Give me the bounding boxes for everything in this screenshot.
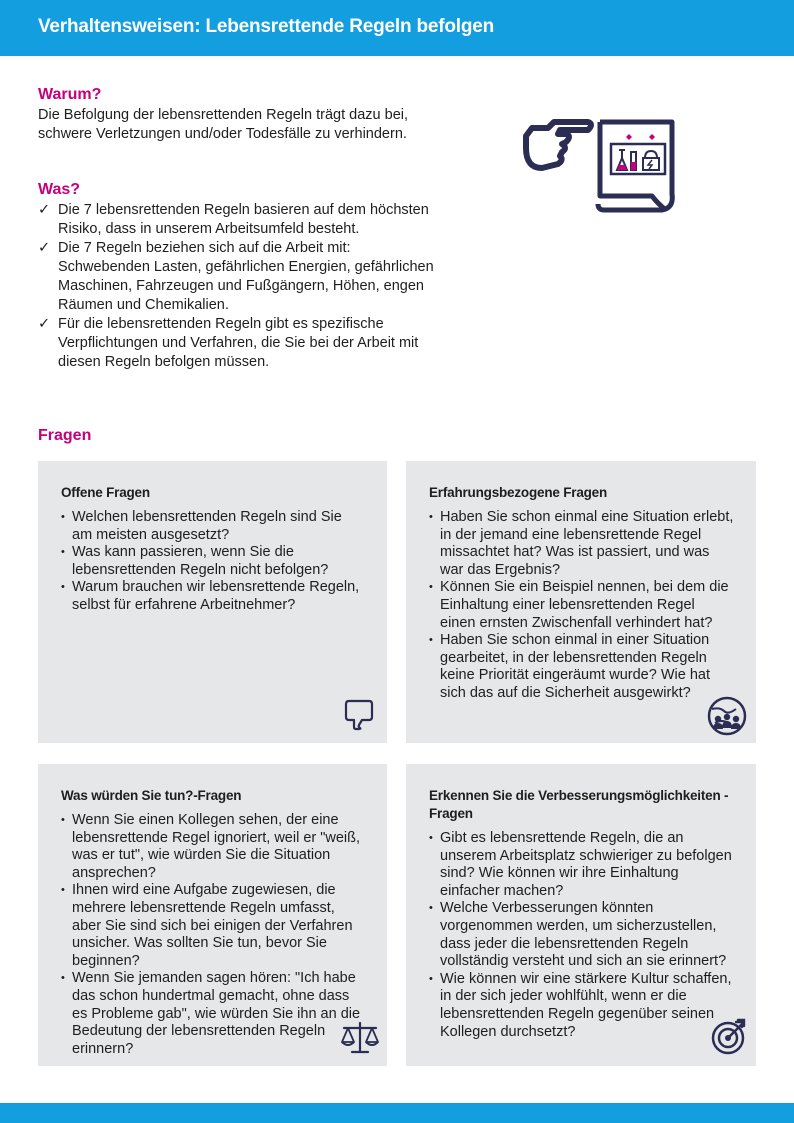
- question-list: [61, 509, 365, 615]
- scales-icon: [340, 1020, 380, 1056]
- question-box-experience: [406, 461, 756, 743]
- box-title: Offene Fragen: [61, 485, 150, 500]
- target-icon: [708, 1016, 748, 1056]
- list-item: • Können Sie ein Beispiel nennen, bei dem die Einhaltung einer lebensrettenden Regel einen ernsten Zwischenfall verhindert hat?: [429, 579, 734, 632]
- box-title: Was würden Sie tun?-Fragen: [61, 788, 242, 803]
- list-item-text: Die 7 lebensrettenden Regeln basieren auf dem höchsten Risiko, dass in unserem Arbeitsumfeld besteht.: [58, 202, 429, 237]
- rule-sheet-icon: [598, 122, 672, 210]
- list-item: • Wenn Sie jemanden sagen hören: "Ich habe das schon hundertmal gemacht, ohne dass es Probleme gab", wie würden Sie ihn an die Bedeutung der lebensrettenden Regeln erinnern?: [61, 970, 365, 1058]
- list-item: [38, 201, 438, 239]
- what-list: [38, 201, 438, 372]
- list-item-text: Die 7 Regeln beziehen sich auf die Arbeit mit: Schwebenden Lasten, gefährlichen Energien, gefährlichen Maschinen, Fahrzeugen und Fußgängern, Höhen, engen Räumen und Chemikalien.: [58, 240, 434, 313]
- list-item: • Haben Sie schon einmal eine Situation erlebt, in der jemand eine lebensrettende Regel missachtet hat? Was ist passiert, und was war das Ergebnis?: [429, 509, 734, 579]
- check-icon: ✓: [38, 202, 51, 218]
- box-title: Erfahrungsbezogene Fragen: [429, 485, 608, 500]
- why-heading: Warum?: [38, 86, 102, 103]
- question-list: [429, 830, 734, 1041]
- list-item: • Haben Sie schon einmal in einer Situation gearbeitet, in der lebensrettenden Regeln keine Priorität eingeräumt wurde? Wie hat sich das auf die Sicherheit ausgewirkt?: [429, 632, 734, 702]
- box-title: Erkennen Sie die Verbesserungsmöglichkeiten - Fragen: [429, 788, 729, 821]
- question-box-what-would-you-do: [38, 764, 387, 1066]
- pointing-hand-icon: [526, 122, 591, 168]
- question-box-improvement: [406, 764, 756, 1066]
- question-box-open: [38, 461, 387, 743]
- list-item: • Ihnen wird eine Aufgabe zugewiesen, die mehrere lebensrettende Regeln umfasst, aber Sie sind sich bei einigen der Verfahren unsicher. Was sollten Sie tun, bevor Sie beginnen?: [61, 882, 365, 970]
- list-item: [38, 315, 438, 372]
- list-item: • Gibt es lebensrettende Regeln, die an unserem Arbeitsplatz schwieriger zu befolgen sind? Wie können wir ihre Einhaltung einfacher machen?: [429, 830, 734, 900]
- list-item: • Welche Verbesserungen könnten vorgenommen werden, um sicherzustellen, dass jeder die lebensrettenden Regeln vollständig versteht und sich an sie erinnert?: [429, 900, 734, 970]
- list-item-text: Für die lebensrettenden Regeln gibt es spezifische Verpflichtungen und Verfahren, die Sie bei der Arbeit mit diesen Regeln befolgen müssen.: [58, 316, 419, 370]
- check-icon: ✓: [38, 240, 51, 256]
- why-text: Die Befolgung der lebensrettenden Regeln trägt dazu bei, schwere Verletzungen und/oder Todesfälle zu verhindern.: [38, 107, 409, 142]
- page-footer: [0, 1103, 794, 1123]
- page-header: [0, 0, 794, 56]
- speech-bubble-icon: [342, 698, 376, 732]
- list-item: • Was kann passieren, wenn Sie die lebensrettenden Regeln nicht befolgen?: [61, 544, 365, 579]
- list-item: • Welchen lebensrettenden Regeln sind Sie am meisten ausgesetzt?: [61, 509, 365, 544]
- questions-heading: Fragen: [38, 427, 92, 444]
- question-list: [61, 812, 365, 1058]
- list-item: • Warum brauchen wir lebensrettende Regeln, selbst für erfahrene Arbeitnehmer?: [61, 579, 365, 614]
- list-item: • Wenn Sie einen Kollegen sehen, der eine lebensrettende Regel ignoriert, weil er "weiß, was er tut", wie würden Sie die Situation ansprechen?: [61, 812, 365, 882]
- list-item: [38, 239, 438, 315]
- list-item: • Wie können wir eine stärkere Kultur schaffen, in der sich jeder wohlfühlt, wenn er die lebensrettenden Regeln gegenüber seinen Kollegen durchsetzt?: [429, 971, 734, 1041]
- rule-document-illustration: [518, 118, 678, 218]
- what-heading: Was?: [38, 181, 81, 198]
- globe-people-icon: [706, 695, 748, 737]
- question-list: [429, 509, 734, 703]
- page-title: Verhaltensweisen: Lebensrettende Regeln befolgen: [38, 16, 495, 37]
- check-icon: ✓: [38, 316, 51, 332]
